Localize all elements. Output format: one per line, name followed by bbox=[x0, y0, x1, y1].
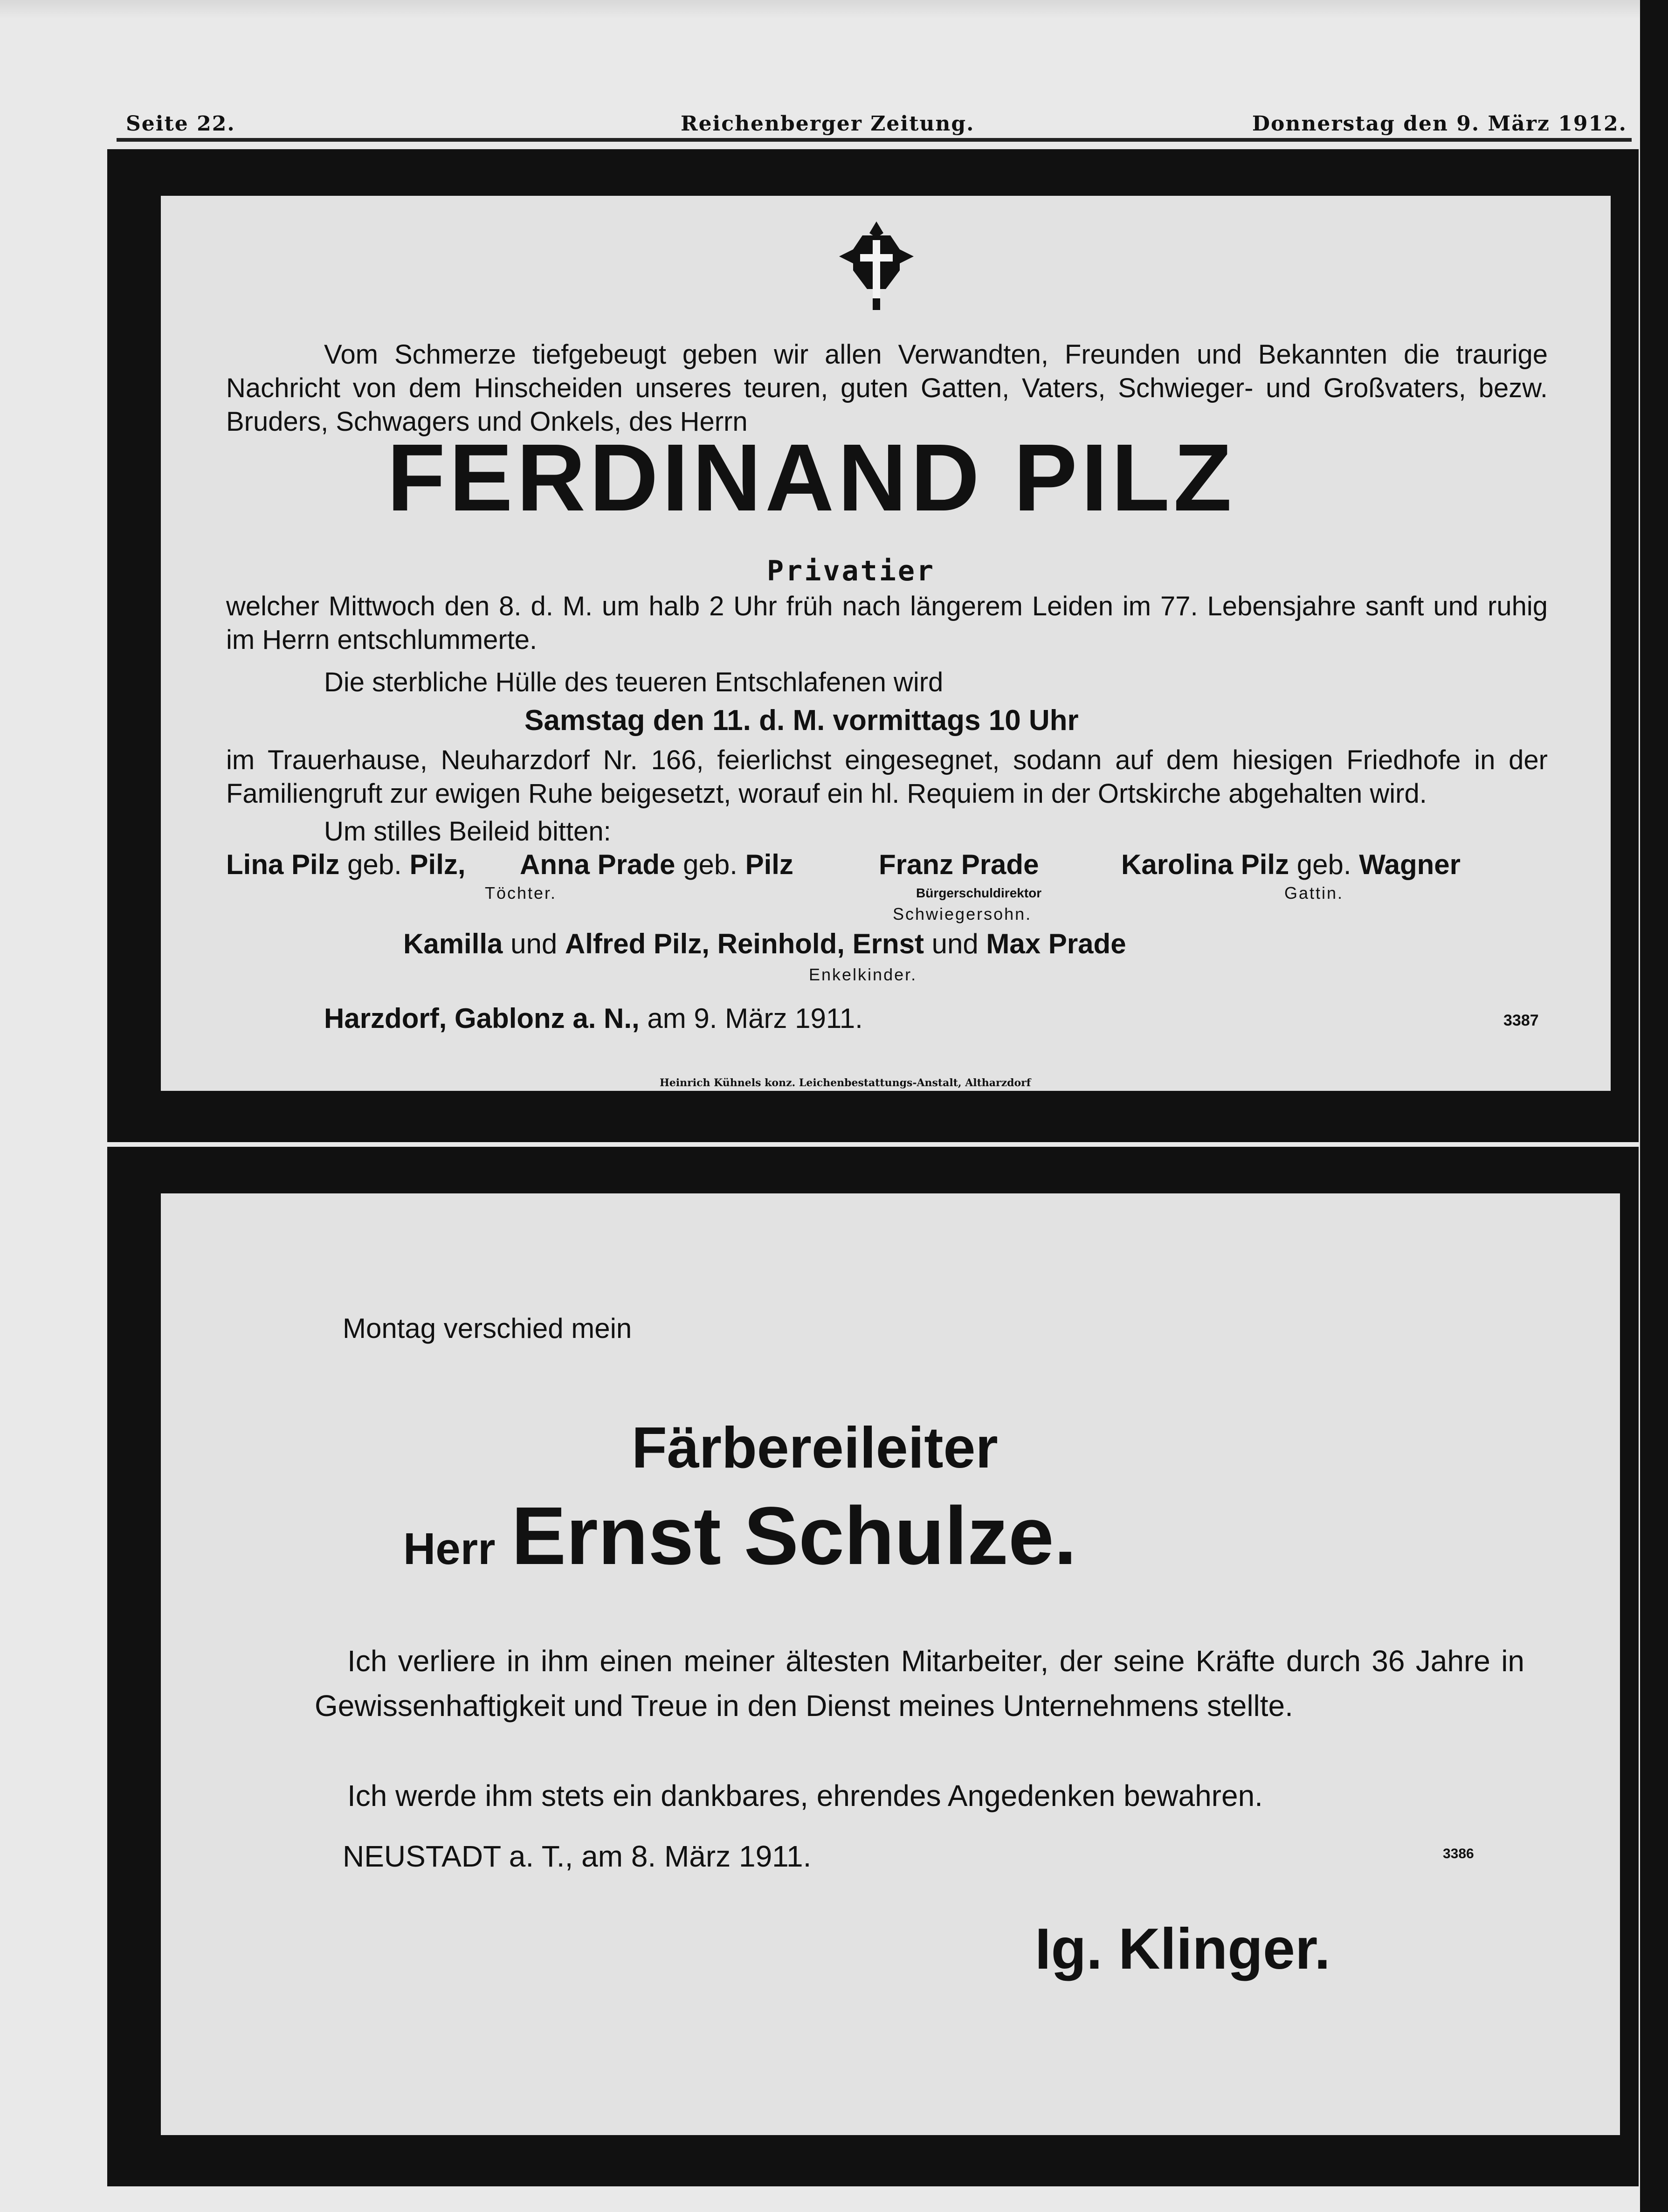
mourner-name: Karolina Pilz bbox=[1121, 849, 1289, 880]
place-date-line bbox=[324, 1002, 863, 1034]
mourner-nee: geb. bbox=[347, 849, 402, 880]
role-wife: Gattin. bbox=[1284, 883, 1344, 903]
cross-icon bbox=[834, 219, 918, 312]
place: Harzdorf, Gablonz a. N., bbox=[324, 1003, 640, 1034]
mourner-maiden: Wagner bbox=[1359, 849, 1461, 880]
mourner-franz: Franz Prade bbox=[879, 849, 1039, 880]
mourner-maiden: Pilz bbox=[745, 849, 793, 880]
remembrance-line: Ich werde ihm stets ein dankbares, ehrendes Angedenken bewahren. bbox=[347, 1779, 1263, 1812]
obituary-notice-schulze bbox=[107, 1147, 1639, 2186]
intro-line: Montag verschied mein bbox=[343, 1313, 632, 1344]
newspaper-title: Reichenberger Zeitung. bbox=[681, 112, 975, 136]
undertaker-line: Heinrich Kühnels konz. Leichenbestattungs-Anstalt, Altharzdorf bbox=[660, 1077, 1031, 1089]
notice-body bbox=[161, 1193, 1620, 2135]
mourner-name: Lina Pilz bbox=[226, 849, 340, 880]
mourner-maiden: Pilz, bbox=[409, 849, 466, 880]
funeral-intro: Die sterbliche Hülle des teueren Entschlafenen wird bbox=[324, 667, 944, 697]
mourner-karolina bbox=[1121, 848, 1461, 881]
place-date-line: NEUSTADT a. T., am 8. März 1911. bbox=[343, 1840, 812, 1873]
grandchild-name: Max Prade bbox=[986, 928, 1126, 959]
deceased-name: FERDINAND PILZ bbox=[387, 424, 1236, 531]
obituary-notice-pilz bbox=[107, 149, 1639, 1142]
signature: Ig. Klinger. bbox=[1035, 1917, 1330, 1981]
page-number: Seite 22. bbox=[126, 112, 235, 136]
ad-number: 3387 bbox=[1503, 1012, 1539, 1029]
mourner-name: Anna Prade bbox=[520, 849, 675, 880]
mourner-nee: geb. bbox=[1296, 849, 1351, 880]
deceased-line bbox=[403, 1490, 1077, 1604]
conjunction: und bbox=[931, 928, 979, 959]
condolence-line: Um stilles Beileid bitten: bbox=[324, 816, 611, 847]
mourner-anna bbox=[520, 848, 793, 881]
grandchildren-label: Enkelkinder. bbox=[809, 965, 917, 984]
funeral-paragraph: im Trauerhause, Neuharzdorf Nr. 166, feierlichst eingesegnet, sodann auf dem hiesigen Friedhofe in der Familiengruft zur ewigen Ruhe beigesetzt, worauf ein hl. Requiem in der Ortskirche abgehalten wird. bbox=[226, 745, 1548, 809]
death-paragraph: welcher Mittwoch den 8. d. M. um halb 2 Uhr früh nach längerem Leiden im 77. Lebensjahre sanft und ruhig im Herrn entschlummerte. bbox=[226, 591, 1548, 655]
role-title-franz: Bürgerschuldirektor bbox=[916, 886, 1042, 900]
header-rule bbox=[117, 138, 1632, 142]
tribute-paragraph: Ich verliere in ihm einen meiner ältesten Mitarbeiter, der seine Kräfte durch 36 Jahre in Gewissenhaftigkeit und Treue in den Dienst meines Unternehmens stellte. bbox=[315, 1644, 1524, 1723]
notice-body bbox=[161, 196, 1611, 1091]
mourner-nee: geb. bbox=[683, 849, 738, 880]
issue-date: Donnerstag den 9. März 1912. bbox=[1252, 112, 1627, 136]
deceased-name: Ernst Schulze. bbox=[511, 1490, 1077, 1582]
mourner-lina bbox=[226, 848, 466, 881]
grandchild-name: Alfred Pilz, Reinhold, Ernst bbox=[565, 928, 924, 959]
grandchildren-line bbox=[403, 928, 1126, 960]
honorific: Herr bbox=[403, 1524, 496, 1574]
job-title: Färbereileiter bbox=[632, 1416, 998, 1480]
funeral-date: Samstag den 11. d. M. vormittags 10 Uhr bbox=[524, 704, 1079, 737]
page-top-edge bbox=[0, 0, 1668, 19]
deceased-occupation: Privatier bbox=[767, 555, 936, 587]
role-daughters: Töchter. bbox=[485, 883, 557, 903]
role-son-in-law: Schwiegersohn. bbox=[893, 904, 1032, 923]
grandchild-name: Kamilla bbox=[403, 928, 503, 959]
ad-number: 3386 bbox=[1443, 1846, 1474, 1861]
date: am 9. März 1911. bbox=[647, 1003, 863, 1034]
intro-paragraph: Vom Schmerze tiefgebeugt geben wir allen Verwandten, Freunden und Bekannten die traurige Nachricht von dem Hinscheiden unseres teuren, guten Gatten, Vaters, Schwieger- und Großvaters, bezw. Bruders, Schwagers und Onkels, des Herrn bbox=[226, 339, 1548, 437]
conjunction: und bbox=[510, 928, 558, 959]
page-header bbox=[126, 112, 1627, 135]
page-right-edge bbox=[1640, 0, 1668, 2212]
